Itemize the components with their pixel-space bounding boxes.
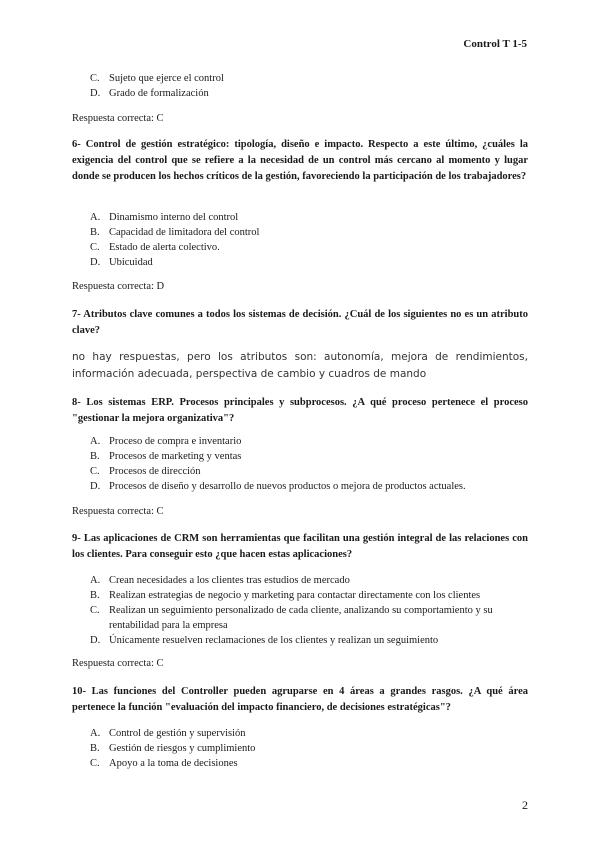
option: A. Control de gestión y supervisión <box>90 728 246 739</box>
option: B. Realizan estrategias de negocio y marketing para contactar directamente con los clientes <box>90 590 481 601</box>
question-10-text: 10- Las funciones del Controller pueden agruparse en 4 áreas a grandes rasgos. ¿A qué área pertenece la función "evaluación del impacto financiero, de decisiones estratégicas"? <box>72 686 528 713</box>
question-9-text: 9- Las aplicaciones de CRM son herramientas que facilitan una gestión integral de las relaciones con los clientes. Para conseguir esto ¿que hacen estas aplicaciones? <box>72 533 528 560</box>
answer-text: Respuesta correcta: C <box>72 113 164 124</box>
option: C. Procesos de dirección <box>90 466 201 477</box>
question-6-text: 6- Control de gestión estratégico: tipología, diseño e impacto. Respecto a este último, ¿cuáles la exigencia del control que se refiere a la necesidad de un control más cercano al momento y lugar donde se producen los hechos críticos de la gestión, favoreciendo la participación de los trabajadores? <box>72 139 528 182</box>
question-6-options <box>72 210 528 270</box>
answer-text: Respuesta correcta: C <box>72 658 164 669</box>
question-9-options <box>72 573 528 648</box>
option: D. Únicamente resuelven reclamaciones de los clientes y realizan un seguimiento <box>90 635 439 646</box>
option: D. Procesos de diseño y desarrollo de nuevos productos o mejora de productos actuales. <box>90 481 466 492</box>
question-8-text: 8- Los sistemas ERP. Procesos principales y subprocesos. ¿A qué proceso pertenece el proceso "gestionar la mejora organizativa"? <box>72 397 528 424</box>
question-7-note: no hay respuestas, pero los atributos son: autonomía, mejora de rendimientos, información adecuada, perspectiva de cambio y cuadros de mando <box>72 351 528 380</box>
option: C. Realizan un seguimiento personalizado de cada cliente, analizando su comportamiento y su rentabilidad para la empresa <box>90 605 493 631</box>
question-10-options <box>72 726 528 771</box>
continuation-options <box>72 71 528 101</box>
option: B. Procesos de marketing y ventas <box>90 451 242 462</box>
option: C. Sujeto que ejerce el control <box>90 73 224 84</box>
option: B. Gestión de riesgos y cumplimiento <box>90 743 256 754</box>
page-number: 2 <box>522 798 528 812</box>
option: D. Grado de formalización <box>90 88 209 99</box>
header-title: Control T 1-5 <box>463 38 527 50</box>
option: A. Proceso de compra e inventario <box>90 436 242 447</box>
option: C. Apoyo a la toma de decisiones <box>90 758 238 769</box>
option: B. Capacidad de limitadora del control <box>90 227 260 238</box>
option: A. Crean necesidades a los clientes tras estudios de mercado <box>90 575 350 586</box>
option: D. Ubicuidad <box>90 257 153 268</box>
question-8-options <box>72 434 528 494</box>
option: A. Dinamismo interno del control <box>90 212 239 223</box>
answer-text: Respuesta correcta: C <box>72 506 164 517</box>
question-7-text: 7- Atributos clave comunes a todos los sistemas de decisión. ¿Cuál de los siguientes no es un atributo clave? <box>72 309 528 336</box>
option: C. Estado de alerta colectivo. <box>90 242 220 253</box>
answer-text: Respuesta correcta: D <box>72 281 165 292</box>
